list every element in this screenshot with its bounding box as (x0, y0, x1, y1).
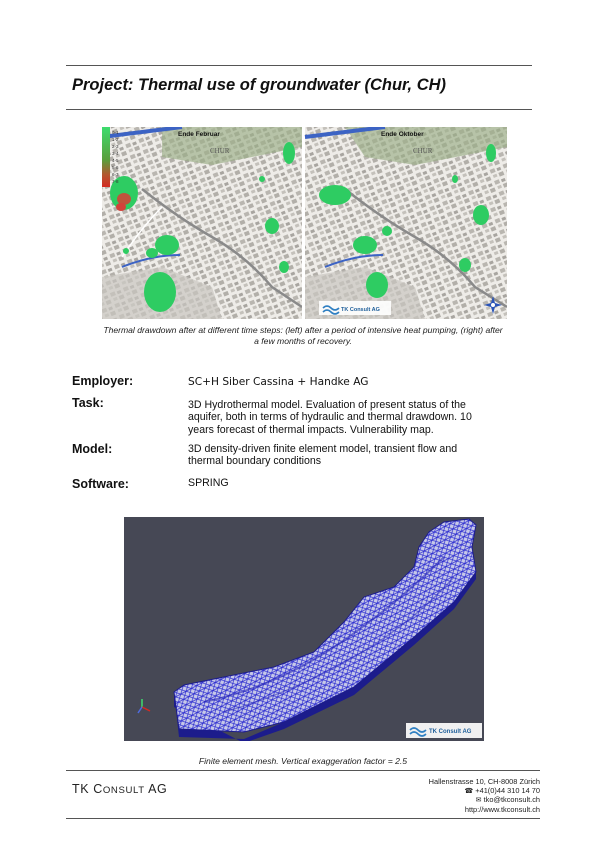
tk-consult-logo-map (319, 301, 391, 315)
header-rule-bottom (66, 109, 532, 110)
task-line-1: 3D Hydrothermal model. Evaluation of present status of the (188, 399, 466, 411)
phone-icon: ☎ (464, 787, 474, 795)
footer-company-name (72, 782, 167, 796)
map-caption-line-2: a few months of recovery. (254, 336, 352, 346)
thermal-drawdown-map (102, 127, 507, 319)
left-panel-label: Ende Februar (178, 131, 220, 138)
legend-class-2: 1-2 (112, 137, 119, 142)
city-label-right: CHUR (413, 147, 433, 155)
model-line-1: 3D density-driven finite element model, transient flow and (188, 443, 458, 455)
finite-element-mesh-figure (124, 517, 484, 741)
thermal-drawdown-map-figure (102, 127, 507, 319)
legend-class-1: 0-1 (112, 130, 119, 135)
map-panel-right (305, 127, 507, 319)
task-value (188, 399, 529, 436)
legend-class-7: 6-7 (112, 172, 119, 177)
right-panel-label: Ende Oktober (381, 131, 424, 138)
mesh-caption: Finite element mesh. Vertical exaggeration factor = 2.5 (198, 756, 408, 766)
model-line-2: thermal boundary conditions (188, 455, 322, 468)
task-line-3: years forecast of thermal impacts. Vulnerability map. (188, 423, 434, 436)
axes-triad-icon (138, 699, 150, 713)
software-value: SPRING (188, 477, 229, 489)
software-label: Software: (72, 477, 129, 491)
footer-email[interactable]: tko@tkconsult.ch (483, 795, 540, 805)
map-caption-line-1: Thermal drawdown after at different time steps: (left) after a period of intensive heat pumping, (right) after (103, 325, 503, 335)
footer-address-line: Hallenstrasse 10, CH-8008 Zürich (428, 777, 540, 786)
map-panel-left (102, 127, 302, 319)
email-icon: ✉ (475, 797, 482, 805)
city-label-left: CHUR (210, 147, 230, 155)
footer-contact (380, 778, 540, 814)
model-label: Model: (72, 442, 113, 456)
legend-class-5: 4-5 (112, 158, 119, 163)
task-line-2: aquifer, both in terms of hydraulic and thermal drawdown. 10 (188, 411, 472, 424)
map-caption (66, 325, 540, 347)
model-value (188, 443, 529, 468)
footer-rule-bottom (66, 818, 540, 819)
employer-label: Employer: (72, 374, 134, 388)
footer-rule-top (66, 770, 540, 771)
company-name-suffix: AG (144, 782, 168, 796)
legend-class-3: 2-3 (112, 144, 119, 149)
footer-web[interactable]: http://www.tkconsult.ch (464, 804, 540, 814)
logo-text-map: TK Consult AG (341, 307, 380, 313)
task-label: Task: (72, 396, 104, 410)
company-name-first: TK C (72, 782, 103, 796)
company-name-rest: ONSULT (102, 785, 145, 796)
legend-class-6: 5-6 (112, 165, 119, 170)
legend-class-8: 7-8 (112, 179, 119, 184)
legend-class-4: 3-4 (112, 151, 119, 156)
page-title: Project: Thermal use of groundwater (Chur, CH) (72, 76, 447, 94)
tk-consult-logo-mesh (406, 723, 482, 738)
logo-text-mesh: TK Consult AG (429, 729, 472, 735)
finite-element-mesh (124, 517, 484, 741)
panel-divider (302, 127, 305, 319)
footer-phone: +41(0)44 310 14 70 (475, 785, 540, 795)
employer-value: SC+H Siber Cassina + Handke AG (188, 376, 369, 388)
header-rule-top (66, 65, 532, 66)
